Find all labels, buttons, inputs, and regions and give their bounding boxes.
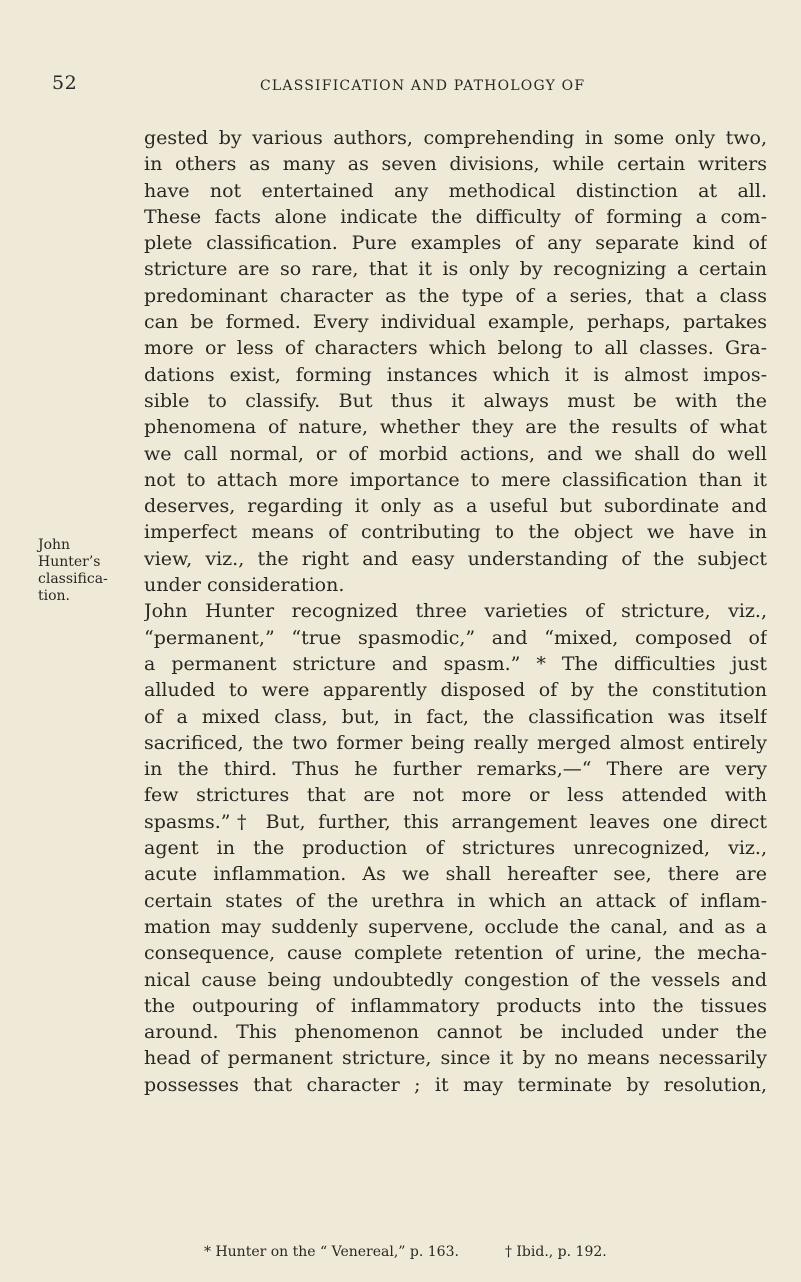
text-line: phenomena of nature, whether they are the results of what (144, 416, 767, 439)
margin-note-line: classifica- (38, 571, 108, 587)
text-line: consequence, cause complete retention of urine, the mecha- (144, 942, 767, 965)
running-head: CLASSIFICATION AND PATHOLOGY OF (260, 78, 586, 94)
text-line: can be formed. Every individual example, perhaps, partakes (144, 311, 767, 334)
footnote: † Ibid., p. 192. (504, 1244, 607, 1260)
text-line: of a mixed class, but, in fact, the classification was itself (144, 705, 767, 728)
text-line: dations exist, forming instances which it is almost impos- (144, 363, 767, 386)
text-line: the outpouring of inflammatory products into the tissues (144, 994, 767, 1017)
text-line: head of permanent stricture, since it by no means necessarily (144, 1047, 767, 1070)
text-line: “permanent,” “true spasmodic,” and “mixed, composed of (144, 626, 767, 649)
text-line: certain states of the urethra in which an attack of inflam- (144, 889, 767, 912)
text-line: acute inflammation. As we shall hereafter see, there are (144, 863, 767, 886)
body-text (144, 125, 767, 1098)
text-line: deserves, regarding it only as a useful but subordinate and (144, 495, 767, 518)
text-line: John Hunter recognized three varieties of stricture, viz., (144, 600, 767, 623)
text-line: around. This phenomenon cannot be included under the (144, 1021, 767, 1044)
footnotes (204, 1244, 764, 1260)
text-line: These facts alone indicate the difficulty of forming a com- (144, 205, 767, 228)
text-line: have not entertained any methodical distinction at all. (144, 179, 767, 202)
text-line: agent in the production of strictures unrecognized, viz., (144, 837, 767, 860)
text-line: few strictures that are not more or less attended with (144, 784, 767, 807)
margin-note-line: tion. (38, 588, 70, 604)
page-number: 52 (52, 72, 78, 94)
footnote: * Hunter on the “ Venereal,” p. 163. (204, 1244, 459, 1260)
text-line: nical cause being undoubtedly congestion of the vessels and (144, 968, 767, 991)
text-line: plete classification. Pure examples of any separate kind of (144, 232, 767, 255)
margin-note (38, 537, 128, 605)
text-line: not to attach more importance to mere classification than it (144, 468, 767, 491)
text-line: predominant character as the type of a series, that a class (144, 284, 767, 307)
text-line: stricture are so rare, that it is only by recognizing a certain (144, 258, 767, 281)
text-line: in the third. Thus he further remarks,—“ There are very (144, 758, 767, 781)
text-line: sible to classify. But thus it always must be with the (144, 389, 767, 412)
text-line: alluded to were apparently disposed of by the constitution (144, 679, 767, 702)
text-line: in others as many as seven divisions, while certain writers (144, 153, 767, 176)
margin-note-line: Hunter’s (38, 554, 101, 570)
text-line: possesses that character ; it may terminate by resolution, (144, 1073, 767, 1096)
text-line: imperfect means of contributing to the object we have in (144, 521, 767, 544)
text-line: a permanent stricture and spasm.” * The difficulties just (144, 652, 767, 675)
text-line: spasms.”† But, further, this arrangement leaves one direct (144, 810, 767, 833)
text-line: more or less of characters which belong to all classes. Gra- (144, 337, 767, 360)
text-line: mation may suddenly supervene, occlude the canal, and as a (144, 915, 767, 938)
text-line: we call normal, or of morbid actions, and we shall do well (144, 442, 767, 465)
text-line: sacrificed, the two former being really merged almost entirely (144, 731, 767, 754)
text-line: gested by various authors, comprehending in some only two, (144, 127, 767, 149)
text-line: view, viz., the right and easy understanding of the subject (144, 547, 767, 570)
margin-note-line: John (38, 537, 71, 553)
text-line: under consideration. (144, 574, 345, 597)
